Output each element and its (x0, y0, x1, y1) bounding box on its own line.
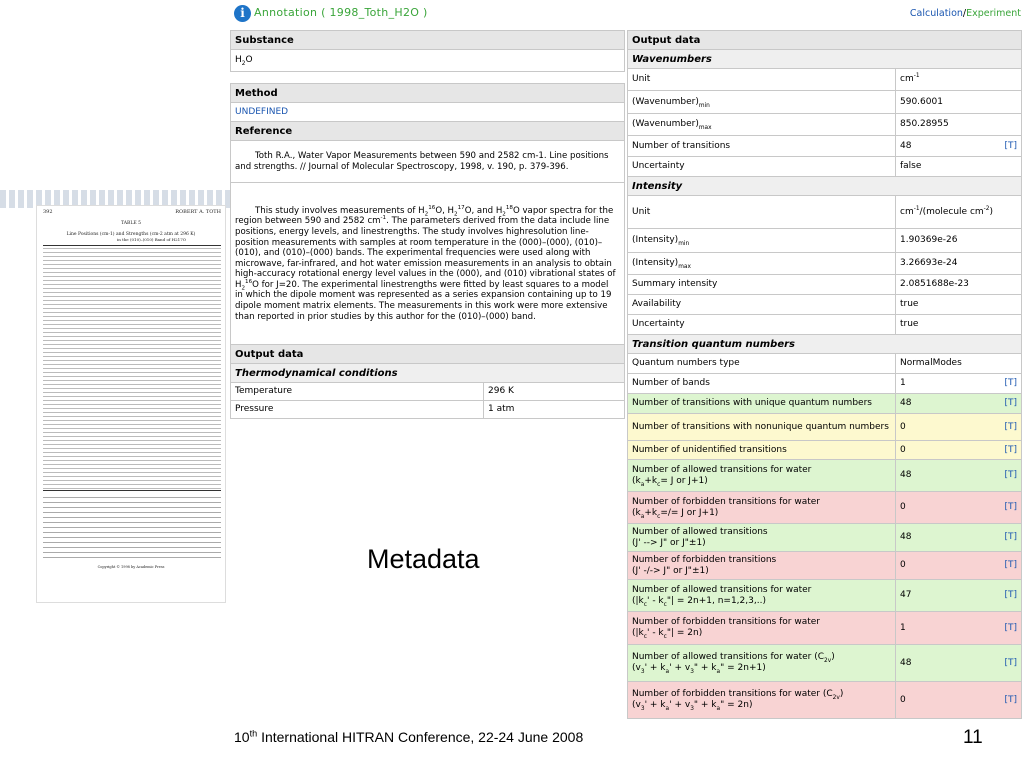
output-data-header-right: Output data (628, 31, 1022, 50)
wn-uncertainty-label: Uncertainty (628, 157, 896, 177)
int-min-value: 1.90369e-26 (896, 229, 1022, 253)
substance-value: $H_2O$ (231, 50, 625, 72)
reference-header: Reference (231, 122, 625, 141)
paper-table-caption: Line Positions (cm-1) and Strengths (cm-2 atm at 296 K) (66, 232, 196, 237)
thermo-header: Thermodynamical conditions (231, 364, 625, 383)
ntrans-cell (896, 136, 1022, 157)
availability-label: Availability (628, 295, 896, 315)
nonunique-qn-label: Number of transitions with nonunique quantum numbers (628, 414, 896, 441)
allowed-water-table-link[interactable]: [T] (1004, 470, 1017, 480)
ntrans-table-link[interactable]: [T] (1004, 140, 1017, 151)
ntrans-value: 48 (900, 140, 912, 151)
int-min-label: $(Intensity)_{min}$ (628, 229, 896, 253)
method-value[interactable]: UNDEFINED (231, 103, 625, 122)
right-output-table (627, 30, 1022, 719)
paper-page-number: 392 (43, 209, 53, 215)
view-switch-separator: / (962, 8, 967, 19)
unidentified-table-link[interactable]: [T] (1004, 444, 1017, 455)
experiment-link[interactable]: Experiment (966, 8, 1021, 19)
spacer-row (231, 72, 625, 84)
conference-footer-text: International HITRAN Conference, 22-24 June 2008 (261, 729, 584, 745)
allowed-kc-table-link[interactable]: [T] (1004, 590, 1017, 600)
forbidden-j-cell (896, 552, 1022, 580)
nbands-table-link[interactable]: [T] (1004, 378, 1017, 388)
allowed-kc-cell (896, 580, 1022, 612)
abstract-text: This study involves measurements of $H_2^{16}O$, $H_2^{17}O$, and $H_2^{18}O$ vapor spectra for the region between 590 and 2582 $cm^{-1}$. The parameters derived from the data include line positions, energy levels, and linestrengths. The study involves highresolution line-position measurements with samples at room temperature in the (000)–(000), (010)–(010), and (010)–(000) bands. The experimental frequencies were used along with microwave, far-infrared, and hot water emission measurements in an analysis to obtain high-accuracy rotational energy level values in the (000), and (010) vibrational states of $H_2^{16}O$ for J=20. The experimental linestrengths were fitted by least squares to a model in which the dipole moment was represented as a series expansion containing up to 19 dipole moment matrix elements. The measurements in this work were more extensive than reported in prior studies by this author for the (010)–(000) band. (231, 183, 625, 345)
nonunique-qn-value: 0 (900, 421, 906, 432)
forbidden-water-table-link[interactable]: [T] (1004, 502, 1017, 512)
forbidden-kc-cell (896, 612, 1022, 645)
allowed-c2v-cell (896, 645, 1022, 682)
unidentified-cell (896, 441, 1022, 460)
paper-body-text (43, 495, 221, 561)
info-icon[interactable]: i (234, 5, 251, 22)
allowed-water-value: 48 (900, 470, 912, 480)
allowed-c2v-table-link[interactable]: [T] (1004, 657, 1017, 668)
allowed-c2v-value: 48 (900, 657, 912, 668)
annotation-header (230, 0, 1024, 28)
left-annotation-table (230, 30, 625, 419)
forbidden-c2v-cell (896, 682, 1022, 719)
int-uncertainty-value: true (896, 315, 1022, 335)
tqn-header: Transition quantum numbers (628, 335, 1022, 354)
allowed-kc-value: 47 (900, 590, 912, 600)
pressure-value: 1 atm (484, 401, 625, 419)
summary-intensity-value: 2.0851688e-23 (896, 275, 1022, 295)
wn-max-value: 850.28955 (896, 114, 1022, 136)
int-unit-label: Unit (628, 196, 896, 229)
method-header: Method (231, 84, 625, 103)
metadata-label: Metadata (367, 544, 480, 574)
temperature-label: Temperature (231, 383, 484, 401)
allowed-j-label-text: Number of allowed transitions (632, 526, 768, 537)
allowed-j-cell (896, 524, 1022, 552)
qn-type-label: Quantum numbers type (628, 354, 896, 374)
unidentified-value: 0 (900, 444, 906, 455)
forbidden-water-value: 0 (900, 502, 906, 512)
summary-intensity-label: Summary intensity (628, 275, 896, 295)
int-unit-value: $cm^{-1}/(molecule$ $cm^{-2}$) (896, 196, 1022, 229)
allowed-j-label: Number of allowed transitions (J' --> J" or J"±1) (628, 524, 896, 552)
pressure-label: Pressure (231, 401, 484, 419)
forbidden-water-label: Number of forbidden transitions for water ($k_a+k_c=/= J$ or J+1) (628, 492, 896, 524)
forbidden-kc-table-link[interactable]: [T] (1004, 622, 1017, 633)
wn-uncertainty-value: false (896, 157, 1022, 177)
ntrans-label: Number of transitions (628, 136, 896, 157)
nbands-value: 1 (900, 378, 906, 388)
wavenumbers-header: Wavenumbers (628, 50, 1022, 69)
forbidden-c2v-table-link[interactable]: [T] (1004, 694, 1017, 705)
forbidden-water-cell (896, 492, 1022, 524)
forbidden-c2v-label: Number of forbidden transitions for water $(C_{2v})$ ($v_3' + k_a' + v_3$" + $k_a$" = 2n) (628, 682, 896, 719)
forbidden-kc-label: Number of forbidden transitions for water ($|k_c'$ - $k_c"| = 2n$) (628, 612, 896, 645)
paper-page-image (36, 205, 226, 603)
paper-data-table (43, 245, 221, 491)
allowed-water-cell (896, 460, 1022, 492)
paper-table-number: TABLE 5 (121, 221, 141, 226)
forbidden-j-value: 0 (900, 560, 906, 570)
intensity-header: Intensity (628, 177, 1022, 196)
paper-copyright: Copyright © 1998 by Academic Press (97, 565, 165, 569)
wn-min-value: 590.6001 (896, 91, 1022, 114)
unique-qn-cell (896, 394, 1022, 414)
wn-min-label: $(Wavenumber)_{min}$ (628, 91, 896, 114)
view-switch (910, 8, 1021, 19)
nonunique-qn-cell (896, 414, 1022, 441)
wn-max-label: $(Wavenumber)_{max}$ (628, 114, 896, 136)
substance-header: Substance (231, 31, 625, 50)
annotation-title: Annotation ( 1998_Toth_H2O ) (254, 6, 428, 19)
availability-value: true (896, 295, 1022, 315)
nbands-label: Number of bands (628, 374, 896, 394)
page-number: 11 (963, 727, 983, 748)
paper-table-caption-2: in the (010)–(010) Band of H217O (117, 237, 187, 242)
int-uncertainty-label: Uncertainty (628, 315, 896, 335)
forbidden-j-label: Number of forbidden transitions (J' -/-> J" or J"±1) (628, 552, 896, 580)
nbands-cell (896, 374, 1022, 394)
forbidden-c2v-value: 0 (900, 694, 906, 705)
unique-qn-value: 48 (900, 398, 912, 408)
forbidden-kc-value: 1 (900, 622, 906, 633)
wn-unit-label: Unit (628, 69, 896, 91)
reference-text: Toth R.A., Water Vapor Measurements between 590 and 2582 cm-1. Line positions and strengths. // Journal of Molecular Spectroscopy, 1998, v. 190, p. 379-396. (231, 141, 625, 183)
output-data-header-left: Output data (231, 345, 625, 364)
allowed-water-label: Number of allowed transitions for water ($k_a+k_c= J$ or J+1) (628, 460, 896, 492)
allowed-j-value: 48 (900, 532, 912, 542)
unidentified-label: Number of unidentified transitions (628, 441, 896, 460)
qn-type-value: NormalModes (896, 354, 1022, 374)
conference-footer: 10th International HITRAN Conference, 22-24 June 2008 (234, 728, 584, 745)
int-max-label: $(Intensity)_{max}$ (628, 253, 896, 275)
unique-qn-label: Number of transitions with unique quantum numbers (628, 394, 896, 414)
forbidden-j-table-link[interactable]: [T] (1004, 560, 1017, 570)
paper-author: ROBERT A. TOTH (175, 209, 221, 215)
wn-unit-value: $cm^{-1}$ (896, 69, 1022, 91)
temperature-value: 296 K (484, 383, 625, 401)
int-max-value: 3.26693e-24 (896, 253, 1022, 275)
allowed-c2v-label: Number of allowed transitions for water $(C_{2v})$ ($v_3' + k_a' + v_3$" + $k_a$" = 2n+1) (628, 645, 896, 682)
allowed-kc-label: Number of allowed transitions for water ($|k_c'$ - $k_c"| = 2n+1$, n=1,2,3,..) (628, 580, 896, 612)
nonunique-qn-table-link[interactable]: [T] (1004, 421, 1017, 432)
forbidden-j-label-text: Number of forbidden transitions (632, 554, 777, 565)
calculation-link[interactable]: Calculation (909, 8, 963, 19)
unique-qn-table-link[interactable]: [T] (1004, 398, 1017, 408)
allowed-j-table-link[interactable]: [T] (1004, 532, 1017, 542)
